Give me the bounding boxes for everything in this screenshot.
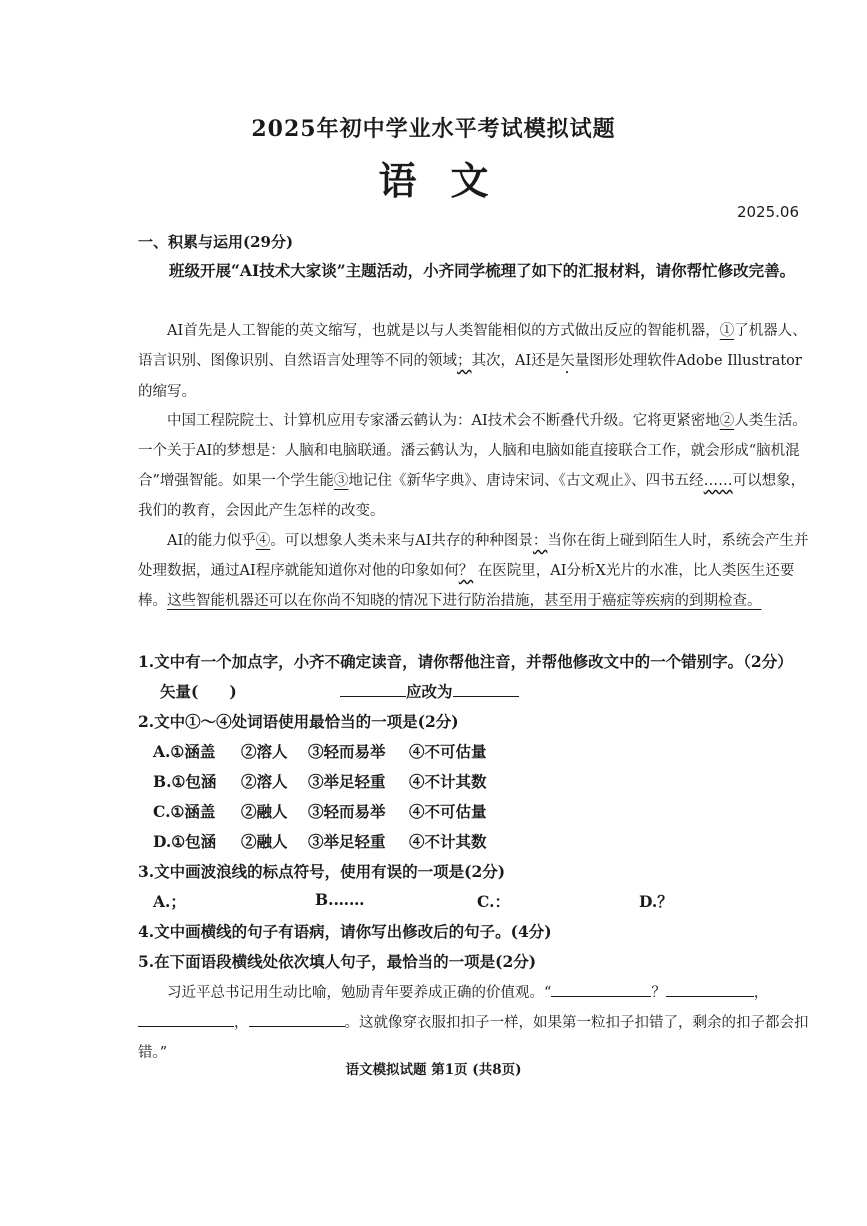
exam-date: 2025.06 [736,203,799,221]
blank-4: ④ [255,533,271,549]
underlined-sentence: 这些智能机器还可以在你尚不知晓的情况下进行防治措施，甚至用于癌症等疾病的到期检查。 [167,593,762,609]
q2-option: ③轻而易举 [308,802,386,821]
wavy-mark-3: ： [532,533,548,549]
q2-option: ④不可估量 [409,802,487,821]
q2-option: ④不可估量 [409,742,487,761]
q2-option: D.①包涵 [153,832,217,851]
answer-line [666,982,706,997]
q2-option: ②溶人 [241,772,288,791]
q2-option: ③轻而易举 [308,742,386,761]
q2-option: C.①涵盖 [153,802,216,821]
question-1: 1.文中有一个加点字，小齐不确定读音，请你帮他注音，并帮他修改文中的一个错别字。（2分） [138,652,793,671]
q3-option: B.…… [315,890,365,909]
intro-paragraph: 班级开展“AI技术大家谈”主题活动，小齐同学梳理了如下的汇报材料，请你帮忙修改完善。 [169,261,796,280]
q2-option: ③举足轻重 [308,772,386,791]
wavy-mark-4: ？ [458,563,474,579]
q1-fill-b: 应改为 [340,680,519,702]
question-4: 4.文中画横线的句子有语病，请你写出修改后的句子。(4分) [138,922,552,941]
blank-1: ① [719,323,735,339]
q2-option: ④不计其数 [409,832,487,851]
paragraph-3: AI的能力似乎④。可以想象人类未来与AI共存的种种图景：当你在街上碰到陌生人时，系统会产生并处理数据，通过AI程序就能知道你对他的印象如何？ 在医院里，AI分析X光片的水准，比人类医生还要棒。这些智能机器还可以在你尚不知晓的情况下进行防治措施，甚至用于癌症等疾病的到期检查。 [138,533,809,609]
q3-option: A.； [153,892,186,911]
exam-title: 2025年初中学业水平考试模拟试题 [251,116,616,142]
q3-option: D.？ [639,892,673,911]
q2-option: ②融人 [241,832,288,851]
answer-line [249,1012,345,1027]
wavy-mark-1: ； [457,353,472,369]
answer-line [453,682,519,697]
q2-option: ②溶人 [241,742,288,761]
question-3: 3.文中画波浪线的标点符号，使用有误的一项是(2分) [138,862,506,881]
answer-line [551,982,651,997]
q2-option: B.①包涵 [153,772,217,791]
section-heading: 一、积累与运用(29分) [138,233,294,251]
question-5: 5.在下面语段横线处依次填人句子，最恰当的一项是(2分) [138,952,537,971]
answer-line [706,982,754,997]
blank-2: ② [719,413,735,429]
paragraph-1: AI首先是人工智能的英文缩写，也就是以与人类智能相似的方式做出反应的智能机器，①了机器人、语言识别、图像识别、自然语言处理等不同的领域；其次，AI还是矢量图形处理软件Adobe Illustrator的缩写。 [138,323,807,400]
dotted-char: 矢 [560,353,575,369]
page-footer: 语文模拟试题 第1页 (共8页) [345,1062,522,1078]
q1-fill-a: 矢量( ) [160,682,237,701]
q5-passage: 习近平总书记用生动比喻，勉励青年要养成正确的价值观。“ ？ ，， 。这就像穿衣服扣扣子一样，如果第一粒扣子扣错了，剩余的扣子都会扣错。” [138,978,813,1068]
wavy-mark-2: …… [703,473,733,489]
answer-line [138,1012,234,1027]
q2-option: A.①涵盖 [153,742,216,761]
q2-option: ③举足轻重 [308,832,386,851]
q2-option: ④不计其数 [409,772,487,791]
paragraph-2: 中国工程院院士、计算机应用专家潘云鹤认为：AI技术会不断叠代升级。它将更紧密地②人类生活。一个关于AI的梦想是：人脑和电脑联通。潘云鹤认为，人脑和电脑如能直接联合工作，就会形成“脑机混合”增强智能。如果一个学生能③地记住《新华字典》、唐诗宋词、《古文观止》、四书五经……可以想象，我们的教育，会因此产生怎样的改变。 [138,413,807,519]
answer-line [340,682,406,697]
q2-option: ②融人 [241,802,288,821]
subject-title: 语文 [378,158,523,203]
blank-3: ③ [333,473,349,489]
question-2: 2.文中①～④处词语使用最恰当的一项是(2分) [138,712,459,731]
q3-option: C.： [477,892,510,911]
